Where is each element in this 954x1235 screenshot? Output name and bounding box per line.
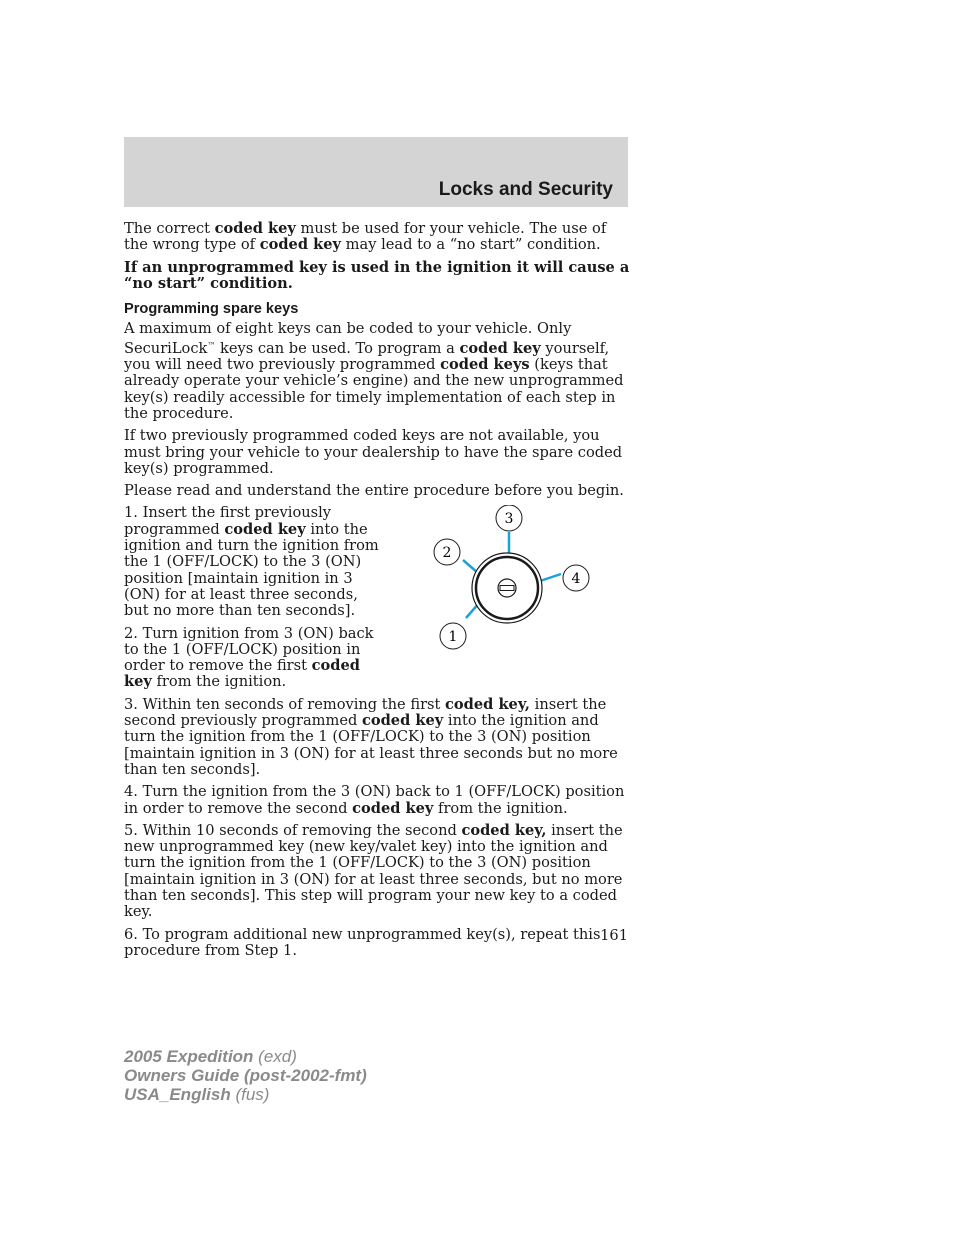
step-5: 5. Within 10 seconds of removing the second coded key, insert the new unprogrammed key (new key/valet key) into the ignition and turn the ignition from the 1 (OFF/LOCK) to the 3 (ON) position [maintain ignition in 3 (ON) for at least three seconds, but no more than ten seconds]. This step will program your new key to a coded key.	[124, 821, 623, 921]
section-title: Locks and Security	[438, 179, 613, 200]
document-footer	[124, 1047, 367, 1104]
footer-line-1: 2005 Expedition (exd)	[124, 1047, 297, 1066]
footer-line-2: Owners Guide (post-2002-fmt)	[124, 1066, 367, 1085]
intro-paragraph: The correct coded key must be used for your vehicle. The use of the wrong type of coded key may lead to a “no start” condition.	[124, 220, 607, 254]
steps-column	[124, 505, 384, 690]
position-4-line	[540, 574, 561, 581]
step-3: 3. Within ten seconds of removing the first coded key, insert the second previously programmed coded key into the ignition and turn the ignition from the 1 (OFF/LOCK) to the 3 (ON) position [maintain ignition in 3 (ON) for at least three seconds but no more than ten seconds].	[124, 695, 618, 778]
footer-line-3: USA_English (fus)	[124, 1085, 270, 1104]
step-4: 4. Turn the ignition from the 3 (ON) back to 1 (OFF/LOCK) position in order to remove the second coded key from the ignition.	[124, 783, 625, 817]
subheading-programming: Programming spare keys	[124, 301, 299, 318]
programming-paragraph-3: Please read and understand the entire procedure before you begin.	[124, 482, 624, 500]
ignition-positions-diagram	[424, 505, 604, 665]
position-4-label: 4	[571, 571, 581, 588]
page-number: 161	[600, 927, 628, 944]
warning-paragraph: If an unprogrammed key is used in the ignition it will cause a “no start” condition.	[124, 258, 630, 292]
step-6: 6. To program additional new unprogrammed key(s), repeat this procedure from Step 1.	[124, 925, 601, 959]
programming-paragraph-1: A maximum of eight keys can be coded to your vehicle. Only SecuriLock™ keys can be used. To program a coded key yourself, you will need two previously programmed coded keys (keys that already operate your vehicle’s engine) and the new unprogrammed key(s) readily accessible for timely implementation of each step in the procedure.	[124, 320, 624, 422]
step-2: 2. Turn ignition from 3 (ON) back to the 1 (OFF/LOCK) position in order to remove the first coded key from the ignition.	[124, 624, 374, 691]
step-1: 1. Insert the first previously programmed coded key into the ignition and turn the ignition from the 1 (OFF/LOCK) to the 3 (ON) position [maintain ignition in 3 (ON) for at least three seconds, but no more than ten seconds].	[124, 504, 379, 620]
position-2-label: 2	[442, 545, 452, 562]
position-3-label: 3	[504, 511, 514, 528]
position-1-label: 1	[448, 629, 458, 646]
section-header-band	[124, 137, 628, 207]
page-content	[124, 221, 630, 965]
steps-with-diagram	[124, 505, 630, 690]
programming-paragraph-2: If two previously programmed coded keys are not available, you must bring your vehicle to your dealership to have the spare coded key(s) programmed.	[124, 427, 623, 477]
key-slot	[500, 586, 514, 591]
